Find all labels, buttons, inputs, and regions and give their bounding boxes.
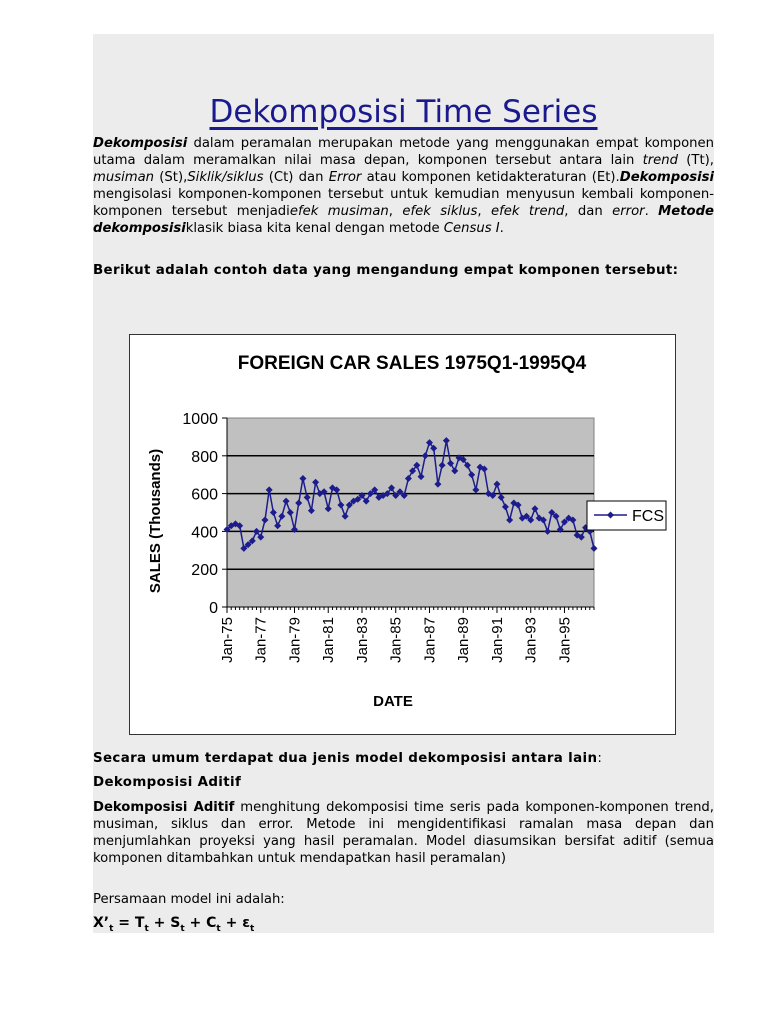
intro-text: , dan [564, 204, 613, 219]
intro-text: (St), [154, 170, 188, 185]
additive-equation [93, 915, 254, 934]
plot-area [227, 418, 594, 607]
intro-text: atau komponen ketidakteraturan (Et). [361, 170, 620, 185]
y-tick-label: 400 [191, 524, 218, 542]
x-axis-title: DATE [373, 693, 413, 710]
x-tick-label: Jan-77 [252, 617, 270, 663]
intro-text: . [499, 221, 504, 236]
eq-c: + C [184, 915, 217, 931]
chart-container [129, 334, 676, 735]
term-siklik: Siklik/siklus [187, 170, 264, 185]
types-heading-text: Secara umum terdapat dua jenis model dekomposisi antara lain [93, 751, 598, 766]
x-tick-label: Jan-87 [421, 617, 439, 663]
intro-text: . [644, 204, 659, 219]
term-metode-dekomposisi: Metode dekomposisi [93, 204, 714, 236]
eq-sub: t [250, 923, 255, 934]
term-census: Census I [443, 221, 500, 236]
x-tick-label: Jan-91 [488, 617, 506, 663]
x-tick-label: Jan-85 [387, 617, 405, 663]
term-efek-siklus: efek siklus [402, 204, 478, 219]
intro-paragraph [93, 135, 714, 237]
x-tick-label: Jan-95 [556, 617, 574, 663]
x-tick-label: Jan-93 [522, 617, 540, 663]
x-tick-label: Jan-81 [320, 617, 338, 663]
y-tick-label: 1000 [182, 411, 218, 428]
eq-sub: t [216, 923, 221, 934]
term-error: error [612, 204, 645, 219]
intro-text: klasik biasa kita kenal dengan metode [185, 221, 444, 236]
intro-text: dalam peramalan merupakan metode yang menggunakan empat komponen utama dalam meramalkan nilai masa depan, komponen tersebut antara lain [93, 136, 714, 168]
eq-x: X’ [93, 915, 110, 931]
term-trend: trend [642, 153, 679, 168]
eq-sub: t [180, 923, 185, 934]
aditif-text: menghitung dekomposisi time seris pada komponen-komponen trend, musiman, siklus dan error. Metode ini mengidentifikasi ramalan masa depan dan menjumlahkan proyeksi yang hasil peramalan. Model diasumsikan bersifat aditif (semua komponen ditambahkan untuk mendapatkan hasil peramalan) [93, 800, 714, 866]
intro-lead: Dekomposisi [93, 136, 188, 151]
legend-label: FCS [632, 508, 664, 525]
x-tick-label: Jan-89 [455, 617, 473, 663]
x-tick-label: Jan-75 [219, 617, 236, 663]
x-tick-label: Jan-79 [286, 617, 304, 663]
equation-intro: Persamaan model ini adalah: [93, 892, 285, 907]
aditif-lead: Dekomposisi Aditif [93, 800, 235, 815]
eq-e: + ε [220, 915, 251, 931]
eq-t: = T [113, 915, 145, 931]
intro-text: (Tt), [678, 153, 714, 168]
term-musiman: musiman [93, 170, 155, 185]
term-dekomposisi: Dekomposisi [619, 170, 714, 185]
y-axis-title: SALES (Thousands) [147, 448, 164, 594]
aditif-heading: Dekomposisi Aditif [93, 775, 242, 790]
x-tick-label: Jan-83 [353, 617, 371, 663]
document-page [93, 34, 714, 933]
intro-text: mengisolasi komponen-komponen tersebut untuk kemudian menyusun kembali komponen-komponen tersebut menjadi [93, 187, 714, 219]
intro-text: (Ct) dan [263, 170, 329, 185]
eq-sub: t [144, 923, 149, 934]
page-title: Dekomposisi Time Series [209, 94, 598, 130]
y-tick-label: 0 [209, 600, 218, 617]
example-heading: Berikut adalah contoh data yang mengandung empat komponen tersebut: [93, 263, 679, 278]
y-tick-label: 800 [191, 448, 218, 466]
y-tick-label: 200 [191, 562, 218, 580]
foreign-car-sales-chart [130, 335, 675, 734]
intro-text: , [388, 204, 403, 219]
y-tick-label: 600 [191, 486, 218, 504]
term-error: Error [328, 170, 362, 185]
eq-sub: t [109, 923, 114, 934]
intro-text: , [477, 204, 491, 219]
aditif-paragraph [93, 799, 714, 867]
eq-s: + S [148, 915, 181, 931]
term-efek-musiman: efek musiman [289, 204, 389, 219]
chart-title: FOREIGN CAR SALES 1975Q1-1995Q4 [237, 353, 587, 374]
types-heading [93, 750, 714, 767]
types-heading-colon: : [597, 751, 603, 766]
term-efek-trend: efek trend [490, 204, 565, 219]
